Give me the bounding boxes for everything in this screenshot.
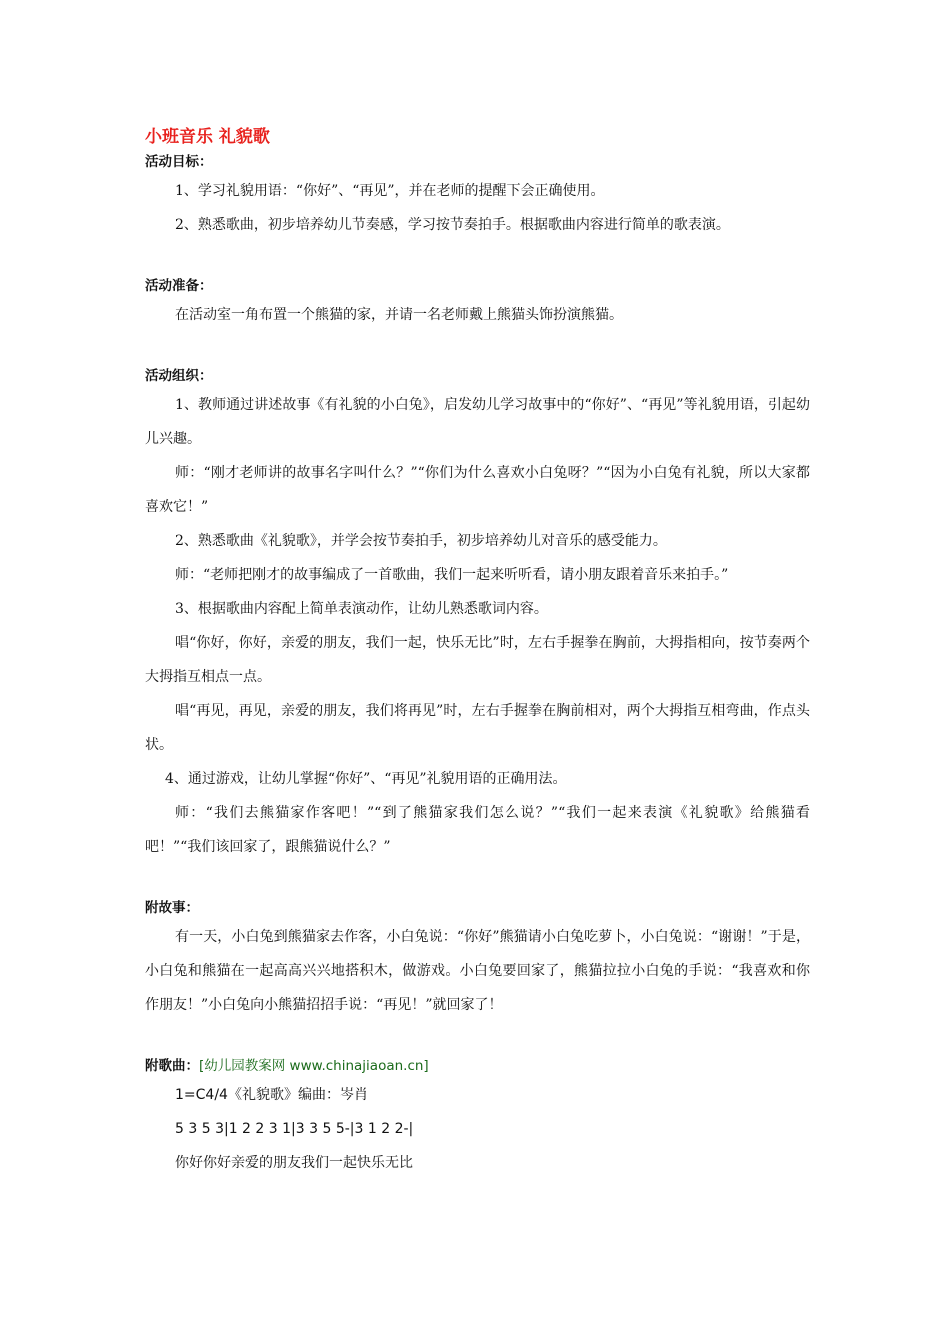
song-key: 1=C4/4《礼貌歌》编曲：岑肖 xyxy=(175,1087,368,1103)
organization-item-5: 3、根据歌曲内容配上简单表演动作，让幼儿熟悉歌词内容。 xyxy=(175,601,548,617)
preparation-heading: 活动准备： xyxy=(145,278,213,294)
story-heading: 附故事： xyxy=(145,900,199,916)
organization-item-3: 2、熟悉歌曲《礼貌歌》，并学会按节奏拍手，初步培养幼儿对音乐的感受能力。 xyxy=(175,533,667,549)
goals-heading: 活动目标： xyxy=(145,154,213,170)
song-heading: 附歌曲： xyxy=(145,1058,199,1074)
goal-item-1: 1、学习礼貌用语：“你好”、“再见”，并在老师的提醒下会正确使用。 xyxy=(175,183,605,199)
organization-item-1: 1、教师通过讲述故事《有礼貌的小白兔》，启发幼儿学习故事中的“你好”、“再见”等礼貌用语，引起幼儿兴趣。 xyxy=(145,397,810,447)
song-key-line xyxy=(145,1078,810,1112)
spacer xyxy=(145,332,810,364)
song-lyrics: 你好你好亲爱的朋友我们一起快乐无比 xyxy=(175,1155,413,1171)
organization-item-6: 唱“你好，你好，亲爱的朋友，我们一起，快乐无比”时，左右手握拳在胸前，大拇指相向，按节奏两个大拇指互相点一点。 xyxy=(145,635,810,685)
organization-item-8: 4、通过游戏，让幼儿掌握“你好”、“再见”礼貌用语的正确用法。 xyxy=(165,771,567,787)
organization-item-2: 师：“刚才老师讲的故事名字叫什么？”“你们为什么喜欢小白兔呀？”“因为小白兔有礼貌，所以大家都喜欢它！” xyxy=(145,465,810,515)
organization-item-4: 师：“老师把刚才的故事编成了一首歌曲，我们一起来听听看，请小朋友跟着音乐来拍手。” xyxy=(175,567,729,583)
preparation-text: 在活动室一角布置一个熊猫的家，并请一名老师戴上熊猫头饰扮演熊猫。 xyxy=(175,307,623,323)
song-heading-line xyxy=(145,1054,810,1078)
song-notation: 5 3 5 3|1 2 2 3 1|3 3 5 5-|3 1 2 2-| xyxy=(175,1121,414,1137)
source-link[interactable]: [幼儿园教案网 www.chinajiaoan.cn] xyxy=(199,1058,429,1074)
story-text: 有一天，小白兔到熊猫家去作客，小白兔说：“你好”熊猫请小白兔吃萝卜，小白兔说：“谢谢！”于是，小白兔和熊猫在一起高高兴兴地搭积木，做游戏。小白兔要回家了，熊猫拉拉小白兔的手说：“我喜欢和你作朋友！”小白兔向小熊猫招招手说：“再见！”就回家了！ xyxy=(145,929,810,1013)
spacer xyxy=(145,864,810,896)
spacer xyxy=(145,242,810,274)
spacer xyxy=(145,1022,810,1054)
document-title: 小班音乐 礼貌歌 xyxy=(145,127,270,147)
goal-item-2: 2、熟悉歌曲，初步培养幼儿节奏感，学习按节奏拍手。根据歌曲内容进行简单的歌表演。 xyxy=(175,217,730,233)
organization-item-9: 师：“我们去熊猫家作客吧！”“到了熊猫家我们怎么说？”“我们一起来表演《礼貌歌》给熊猫看吧！”“我们该回家了，跟熊猫说什么？” xyxy=(145,805,810,855)
organization-item-7: 唱“再见，再见，亲爱的朋友，我们将再见”时，左右手握拳在胸前相对，两个大拇指互相弯曲，作点头状。 xyxy=(145,703,810,753)
document-page xyxy=(145,124,810,1180)
organization-heading: 活动组织： xyxy=(145,368,213,384)
